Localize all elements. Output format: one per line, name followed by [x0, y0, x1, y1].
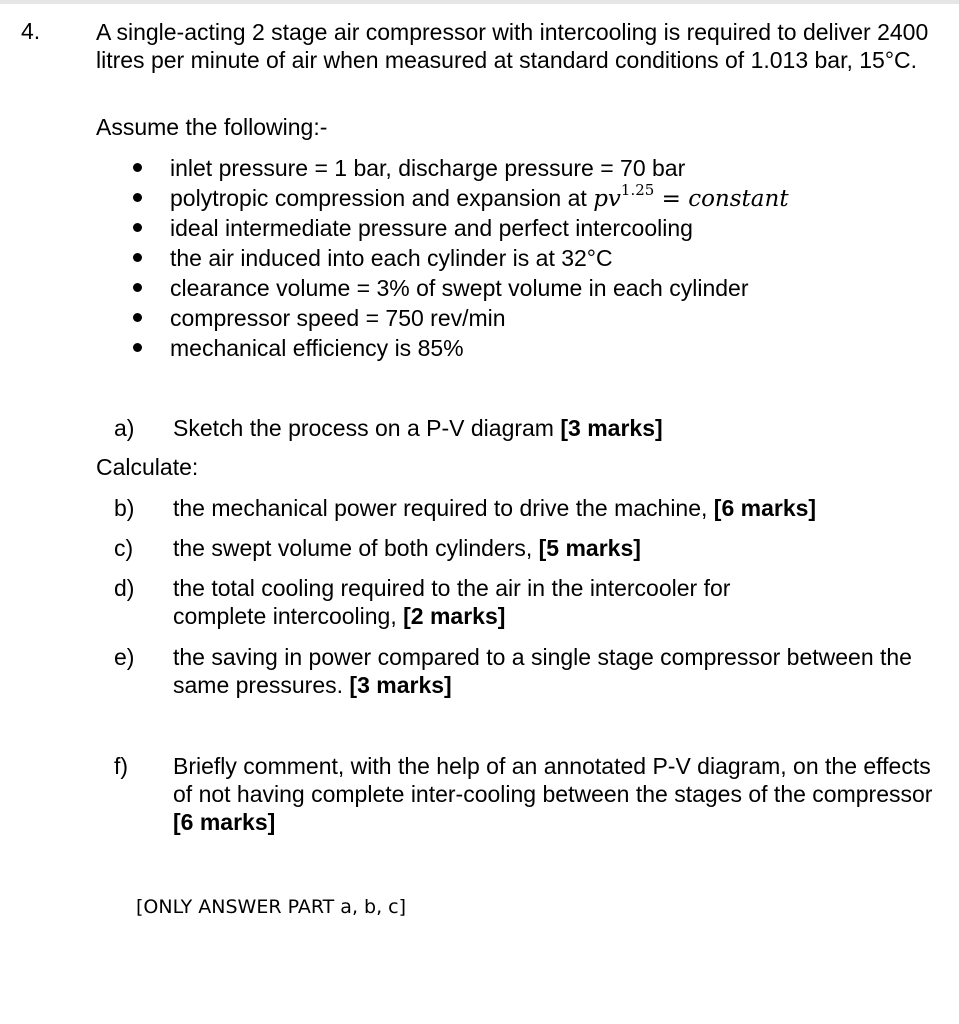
- part-label: f): [114, 753, 129, 779]
- part-label: d): [114, 575, 135, 601]
- assumption-text: mechanical efficiency is 85%: [170, 335, 464, 361]
- list-item: [133, 214, 789, 244]
- polytropic-equation: [593, 181, 789, 212]
- part-label: e): [114, 644, 135, 670]
- list-item: [133, 304, 789, 334]
- bullet-icon: [133, 313, 142, 322]
- assumptions-list: [133, 154, 789, 364]
- part-text: [173, 534, 938, 562]
- assumption-text: the air induced into each cylinder is at 32°C: [170, 245, 613, 271]
- calculate-label: Calculate:: [96, 454, 199, 480]
- marks-label: [6 marks]: [173, 809, 276, 835]
- list-item: [133, 334, 789, 364]
- assumption-text: compressor speed = 750 rev/min: [170, 305, 506, 331]
- part-label: c): [114, 535, 134, 561]
- bullet-icon: [133, 253, 142, 262]
- marks-label: [6 marks]: [713, 495, 817, 521]
- part-label: b): [114, 495, 135, 521]
- assumption-text: clearance volume = 3% of swept volume in each cylinder: [170, 275, 749, 301]
- marks-label: [2 marks]: [403, 603, 506, 629]
- bullet-icon: [133, 163, 142, 172]
- part-body: the total cooling required to the air in the intercooler for complete intercooling,: [173, 575, 731, 629]
- part-text: [173, 752, 938, 836]
- list-item: [133, 244, 789, 274]
- part-text: [173, 414, 938, 442]
- part-text: [173, 574, 813, 630]
- part-body: the swept volume of both cylinders,: [173, 535, 539, 561]
- equation-rest: = constant: [654, 186, 789, 212]
- part-text: [173, 494, 938, 522]
- marks-label: [3 marks]: [560, 415, 663, 441]
- part-body: the mechanical power required to drive the machine,: [173, 495, 714, 521]
- bullet-icon: [133, 283, 142, 292]
- assumption-text: ideal intermediate pressure and perfect intercooling: [170, 215, 693, 241]
- part-body: Briefly comment, with the help of an annotated P-V diagram, on the effects of not having complete inter-cooling between the stages of the compressor: [173, 753, 933, 807]
- assume-label: Assume the following:-: [96, 114, 328, 140]
- bullet-icon: [133, 343, 142, 352]
- part-label: a): [114, 415, 135, 441]
- part-body: the saving in power compared to a single stage compressor between the same pressures.: [173, 644, 912, 698]
- answer-instruction-note: [ONLY ANSWER PART a, b, c]: [136, 896, 407, 918]
- list-item: [133, 154, 789, 184]
- list-item: [133, 274, 789, 304]
- bullet-icon: [133, 223, 142, 232]
- assumption-text: inlet pressure = 1 bar, discharge pressure = 70 bar: [170, 155, 686, 181]
- bullet-icon: [133, 193, 142, 202]
- assumption-text: polytropic compression and expansion at: [170, 185, 594, 211]
- list-item: [133, 181, 789, 214]
- marks-label: [3 marks]: [349, 672, 452, 698]
- marks-label: [5 marks]: [538, 535, 641, 561]
- question-number: 4.: [21, 18, 41, 44]
- top-divider: [0, 0, 959, 4]
- equation-exponent: 1.25: [620, 181, 655, 200]
- part-body: Sketch the process on a P-V diagram: [173, 415, 561, 441]
- equation-base: pv: [593, 186, 621, 212]
- question-intro: A single-acting 2 stage air compressor with intercooling is required to deliver 2400 litres per minute of air when measured at standard conditions of 1.013 bar, 15°C.: [96, 19, 929, 73]
- part-text: [173, 643, 933, 699]
